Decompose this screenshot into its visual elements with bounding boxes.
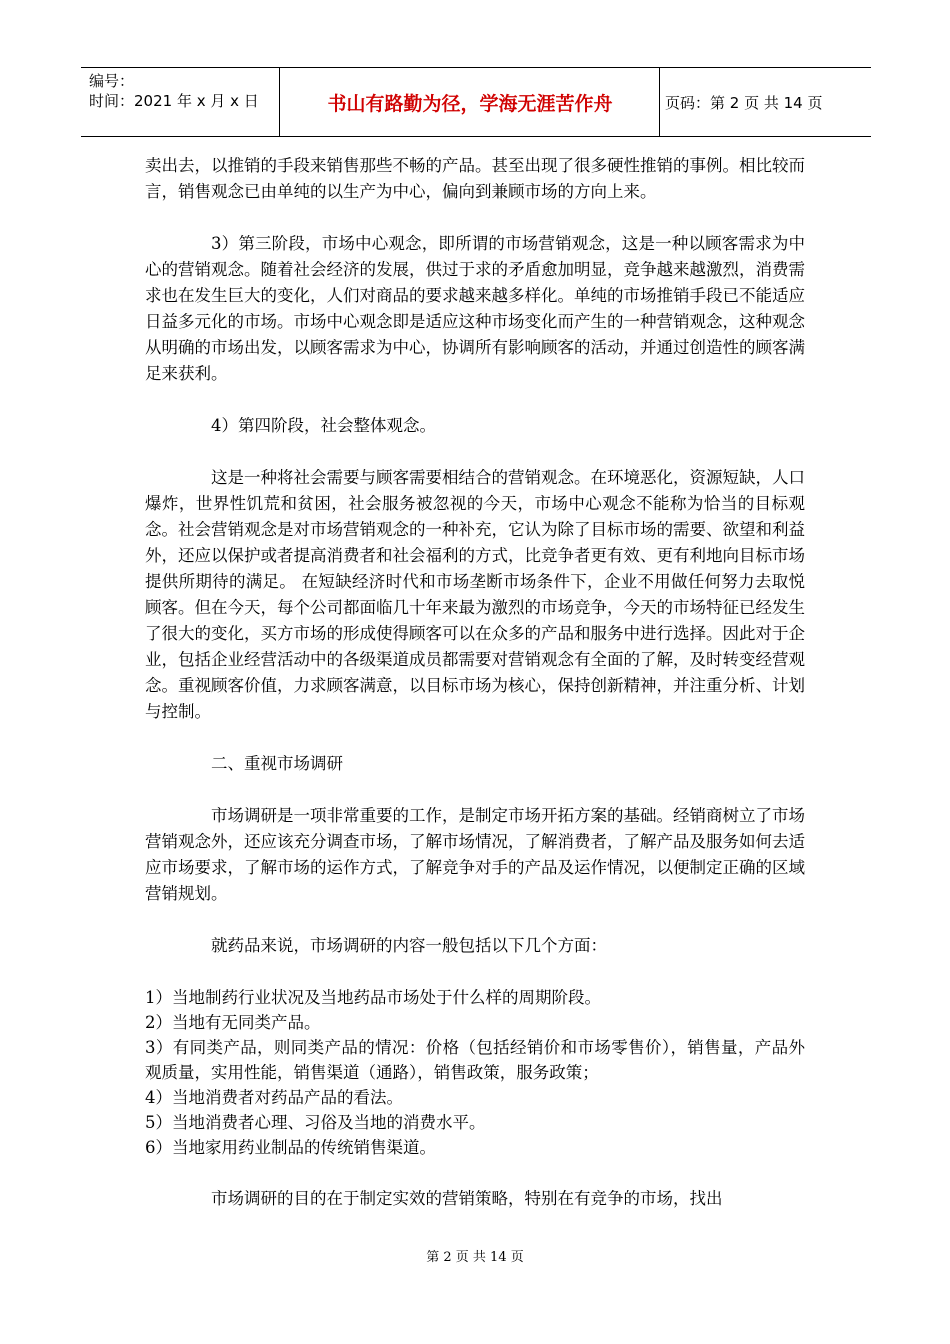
list-item: 6）当地家用药业制品的传统销售渠道。: [145, 1138, 436, 1157]
research-list: [145, 985, 805, 1160]
code-label: 编号：: [89, 72, 135, 90]
header-page-info: 页码：第 2 页 共 14 页: [665, 94, 823, 112]
paragraph: 卖出去，以推销的手段来销售那些不畅的产品。甚至出现了很多硬性推销的事例。相比较而言，销售观念已由单纯的以生产为中心，偏向到兼顾市场的方向上来。: [145, 156, 805, 201]
header-motto: 书山有路勤为径，学海无涯苦作舟: [327, 92, 613, 115]
header-meta: [89, 71, 259, 111]
paragraph: 这是一种将社会需要与顾客需要相结合的营销观念。在环境恶化，资源短缺，人口爆炸，世界性饥荒和贫困，社会服务被忽视的今天，市场中心观念不能称为恰当的目标观念。社会营销观念是对市场营销观念的一种补充，它认为除了目标市场的需要、欲望和利益外，还应以保护或者提高消费者和社会福利的方式，比竞争者更有效、更有利地向目标市场提供所期待的满足。 在短缺经济时代和市场垄断市场条件下，企业不用做任何努力去取悦顾客。但在今天，每个公司都面临几十年来最为激烈的市场竞争，今天的市场特征已经发生了很大的变化，买方市场的形成使得顾客可以在众多的产品和服务中进行选择。因此对于企业，包括企业经营活动中的各级渠道成员都需要对营销观念有全面的了解，及时转变经营观念。重视顾客价值，力求顾客满意，以目标市场为核心，保持创新精神，并注重分析、计划与控制。: [145, 468, 805, 721]
paragraph: 市场调研的目的在于制定实效的营销策略，特别在有竞争的市场，找出: [211, 1189, 723, 1208]
list-item: 5）当地消费者心理、习俗及当地的消费水平。: [145, 1113, 486, 1132]
list-item: 3）有同类产品，则同类产品的情况：价格（包括经销价和市场零售价），销售量，产品外观质量，实用性能，销售渠道（通路），销售政策，服务政策；: [145, 1038, 805, 1082]
paragraph: 市场调研是一项非常重要的工作，是制定市场开拓方案的基础。经销商树立了市场营销观念外，还应该充分调查市场，了解市场情况，了解消费者，了解产品及服务如何去适应市场要求，了解市场的运作方式，了解竞争对手的产品及运作情况，以便制定正确的区域营销规划。: [145, 806, 805, 903]
list-item: 4）当地消费者对药品产品的看法。: [145, 1088, 403, 1107]
page-footer: 第 2 页 共 14 页: [426, 1250, 524, 1265]
section-heading: 二、重视市场调研: [211, 754, 343, 773]
paragraph: 就药品来说，市场调研的内容一般包括以下几个方面：: [211, 936, 607, 955]
paragraph: 3）第三阶段，市场中心观念，即所谓的市场营销观念，这是一种以顾客需求为中心的营销观念。随着社会经济的发展，供过于求的矛盾愈加明显，竞争越来越激烈，消费需求也在发生巨大的变化，人们对商品的要求越来越多样化。单纯的市场推销手段已不能适应日益多元化的市场。市场中心观念即是适应这种市场变化而产生的一种营销观念，这种观念从明确的市场出发，以顾客需求为中心，协调所有影响顾客的活动，并通过创造性的顾客满足来获利。: [145, 234, 805, 383]
header-divider: [279, 68, 280, 136]
page-header: [81, 67, 871, 137]
header-divider: [659, 68, 660, 136]
paragraph: 4）第四阶段，社会整体观念。: [211, 416, 436, 435]
list-item: 2）当地有无同类产品。: [145, 1013, 321, 1032]
document-body: [145, 153, 805, 1212]
list-item: 1）当地制药行业状况及当地药品市场处于什么样的周期阶段。: [145, 988, 601, 1007]
time-label: 时间：2021 年 x 月 x 日: [89, 92, 259, 110]
